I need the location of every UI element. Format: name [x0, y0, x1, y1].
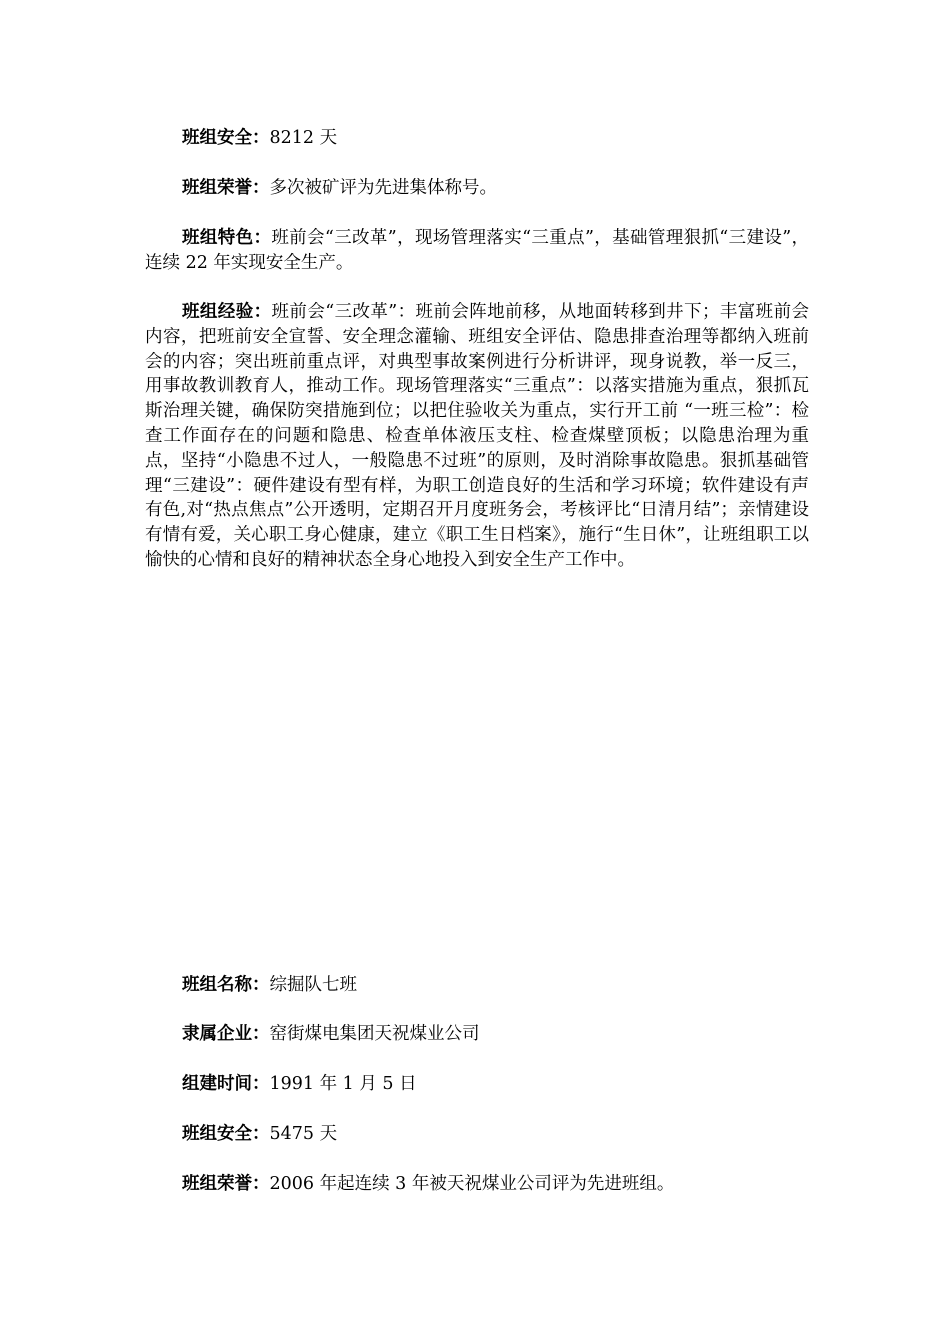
- team-honor-2-label: 班组荣誉：: [182, 1174, 270, 1194]
- team-name-paragraph: [145, 973, 809, 998]
- team-honor-paragraph: [145, 176, 809, 201]
- team-safety-2-paragraph: [145, 1122, 809, 1147]
- affiliated-company-paragraph: [145, 1022, 809, 1047]
- team-experience-paragraph: [145, 300, 809, 573]
- team-name-label: 班组名称：: [182, 975, 270, 995]
- team-feature-paragraph: [145, 226, 809, 276]
- team-safety-label: 班组安全：: [182, 128, 270, 148]
- team-honor-2-value: 2006 年起连续 3 年被天祝煤业公司评为先进班组。: [269, 1174, 675, 1194]
- team-name-value: 综掘队七班: [269, 975, 357, 995]
- affiliated-company-label: 隶属企业：: [182, 1024, 270, 1044]
- team-safety-2-value: 5475 天: [269, 1124, 338, 1144]
- team-honor-label: 班组荣誉：: [182, 178, 270, 198]
- founded-date-paragraph: [145, 1072, 809, 1097]
- affiliated-company-value: 窑街煤电集团天祝煤业公司: [269, 1024, 480, 1044]
- team-feature-value: 班前会“三改革”，现场管理落实“三重点”，基础管理狠抓“三建设”，连续 22 年实现安全生产。: [145, 228, 810, 273]
- founded-date-value: 1991 年 1 月 5 日: [269, 1074, 417, 1094]
- founded-date-label: 组建时间：: [182, 1074, 270, 1094]
- team-safety-value: 8212 天: [269, 128, 338, 148]
- team-experience-value: 班前会“三改革”：班前会阵地前移，从地面转移到井下；丰富班前会内容，把班前安全宣誓、安全理念灌输、班组安全评估、隐患排查治理等都纳入班前会的内容；突出班前重点评，对典型事故案例进行分析讲评，现身说教，举一反三，用事故教训教育人，推动工作。现场管理落实“三重点”：以落实措施为重点，狠抓瓦斯治理关键，确保防突措施到位；以把住验收关为重点，实行开工前 “一班三检”：检查工作面存在的问题和隐患、检查单体液压支柱、检查煤壁顶板；以隐患治理为重点，坚持“小隐患不过人，一般隐患不过班”的原则，及时消除事故隐患。狠抓基础管理“三建设”：硬件建设有型有样，为职工创造良好的生活和学习环境；软件建设有声有色,对“热点焦点”公开透明，定期召开月度班务会，考核评比“日清月结”；亲情建设有情有爱，关心职工身心健康，建立《职工生日档案》，施行“生日休”，让班组职工以愉快的心情和良好的精神状态全身心地投入到安全生产工作中。: [145, 302, 809, 570]
- team-experience-label: 班组经验：: [182, 302, 272, 322]
- team-honor-2-paragraph: [145, 1172, 809, 1197]
- team-safety-paragraph: [145, 126, 809, 151]
- team-safety-2-label: 班组安全：: [182, 1124, 270, 1144]
- team-honor-value: 多次被矿评为先进集体称号。: [269, 178, 497, 198]
- team-feature-label: 班组特色：: [182, 228, 272, 248]
